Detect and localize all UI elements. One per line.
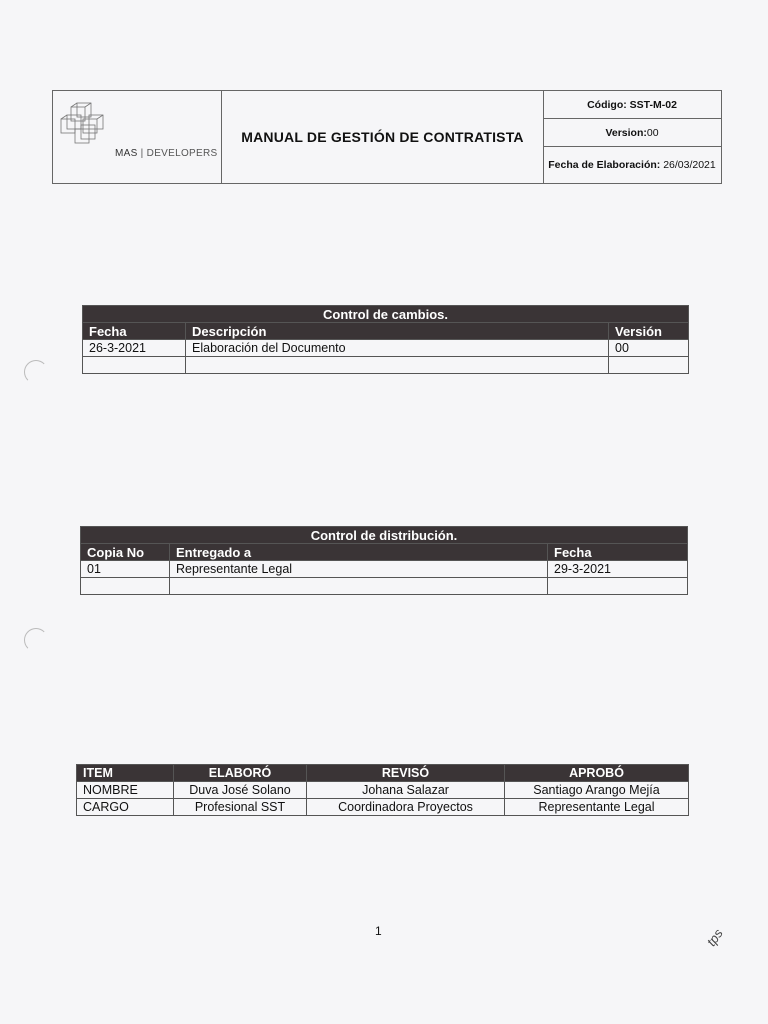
col-fecha: Fecha [83, 323, 186, 340]
cell-aprobo: Santiago Arango Mejía [505, 782, 689, 799]
distribucion-caption-row [81, 527, 688, 544]
cell-copia: 01 [81, 561, 170, 578]
distribucion-header-row [81, 544, 688, 561]
logo-cell [53, 91, 222, 183]
cell-elaboro: Profesional SST [174, 799, 307, 816]
company-logo-icon [57, 101, 113, 147]
punch-hole-mark [24, 360, 48, 384]
cell-descripcion: Elaboración del Documento [186, 340, 609, 357]
col-aprobo: APROBÓ [505, 765, 689, 782]
cambios-caption-row [83, 306, 689, 323]
cambios-header-row [83, 323, 689, 340]
cell-item: NOMBRE [77, 782, 174, 799]
cambios-caption: Control de cambios. [83, 306, 689, 323]
version-row: Version: 00 [543, 119, 721, 147]
cell-item: CARGO [77, 799, 174, 816]
document-header [52, 90, 722, 184]
col-item: ITEM [77, 765, 174, 782]
distribucion-caption: Control de distribución. [81, 527, 688, 544]
table-row [77, 782, 689, 799]
table-row [83, 340, 689, 357]
fecha-row: Fecha de Elaboración: 26/03/2021 [548, 159, 716, 171]
cell-fecha: 29-3-2021 [548, 561, 688, 578]
cell-empty [81, 578, 170, 595]
table-row [81, 578, 688, 595]
document-meta [543, 91, 721, 183]
col-elaboro: ELABORÓ [174, 765, 307, 782]
distribucion-table [80, 526, 688, 595]
table-row [83, 357, 689, 374]
table-row [81, 561, 688, 578]
cell-reviso: Coordinadora Proyectos [307, 799, 505, 816]
cell-aprobo: Representante Legal [505, 799, 689, 816]
cell-empty [170, 578, 548, 595]
cell-empty [83, 357, 186, 374]
punch-hole-mark [24, 628, 48, 652]
cell-empty [186, 357, 609, 374]
cell-elaboro: Duva José Solano [174, 782, 307, 799]
col-version: Versión [609, 323, 689, 340]
document-title: MANUAL DE GESTIÓN DE CONTRATISTA [222, 91, 544, 183]
cell-entregado: Representante Legal [170, 561, 548, 578]
col-reviso: REVISÓ [307, 765, 505, 782]
page-number: 1 [375, 924, 382, 938]
cambios-table [82, 305, 689, 374]
firmas-header-row [77, 765, 689, 782]
cell-reviso: Johana Salazar [307, 782, 505, 799]
col-fecha: Fecha [548, 544, 688, 561]
cell-empty [548, 578, 688, 595]
col-copia: Copia No [81, 544, 170, 561]
col-entregado: Entregado a [170, 544, 548, 561]
firmas-table [76, 764, 689, 816]
cell-fecha: 26-3-2021 [83, 340, 186, 357]
cell-version: 00 [609, 340, 689, 357]
codigo-row: Código: SST-M-02 [543, 91, 721, 119]
handwritten-mark: tps [703, 926, 726, 949]
col-descripcion: Descripción [186, 323, 609, 340]
table-row [77, 799, 689, 816]
cell-empty [609, 357, 689, 374]
logo-wordmark: MAS | DEVELOPERS [115, 148, 218, 159]
